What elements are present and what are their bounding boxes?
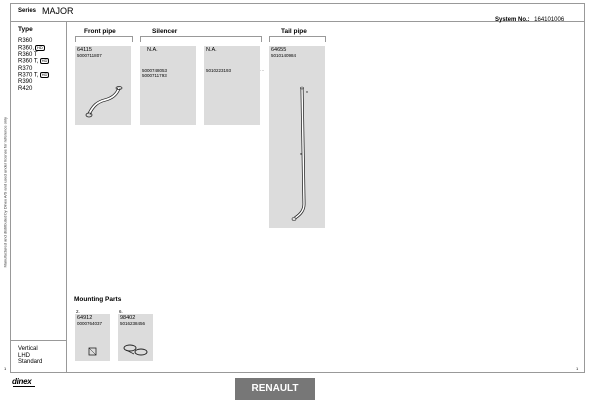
type-item: R370	[18, 65, 33, 72]
tail-pipe-drawing	[279, 84, 319, 224]
clamp-drawing	[87, 346, 99, 358]
part-ref: 5000711793	[142, 73, 167, 78]
type-item: R360	[18, 38, 33, 44]
type-list	[18, 38, 49, 92]
silencer-heading: Silencer	[152, 28, 178, 35]
spec-item: Standard	[18, 359, 43, 365]
spec-list	[18, 346, 42, 366]
page-mark-right: 1	[576, 366, 579, 371]
part-card-silencer-1[interactable]	[140, 46, 196, 125]
part-number: 64115	[77, 47, 92, 53]
type-item: R360, HD	[18, 44, 43, 52]
front-pipe-bracket	[75, 36, 133, 42]
dinex-logo: dinex	[12, 377, 32, 386]
tail-pipe-bracket	[269, 36, 326, 42]
part-number: N.A.	[147, 47, 158, 53]
spec-divider	[10, 340, 67, 341]
mounting-heading: Mounting Parts	[74, 296, 122, 303]
bracket-drawing	[122, 342, 150, 358]
front-pipe-heading: Front pipe	[84, 28, 116, 35]
hd-badge: HD	[41, 72, 48, 78]
connector-dots: …	[260, 67, 265, 72]
type-item: R370 T, HD	[18, 72, 48, 79]
front-pipe-drawing	[83, 84, 123, 120]
spec-item: Vertical	[18, 346, 38, 352]
type-item: R390	[18, 79, 33, 86]
brand-tag: RENAULT	[235, 378, 315, 400]
part-number: 64655	[271, 47, 287, 53]
spec-item: LHD	[18, 352, 31, 359]
side-disclaimer: Manufactured and distributed by Dinex A/S and used under license for reference only	[2, 116, 8, 268]
type-heading: Type	[18, 26, 33, 33]
series-value: MAJOR	[42, 6, 74, 16]
mount-card-2[interactable]	[118, 314, 153, 361]
mount-number: 64912	[77, 315, 93, 321]
series-label: Series	[18, 8, 37, 14]
system-value: 164101006	[534, 17, 565, 23]
part-ref: 5000748053	[142, 68, 168, 73]
mount-card-1[interactable]	[75, 314, 110, 361]
system-label: System No.:	[495, 17, 530, 23]
mount-ref: 5016238456	[120, 321, 146, 326]
mount-qty: 2.	[76, 309, 80, 314]
part-number: N.A.	[206, 47, 217, 53]
part-ref: 5010223193	[206, 68, 232, 73]
hd-badge: HD	[37, 44, 43, 50]
type-panel-divider	[66, 21, 67, 372]
mount-number: 98402	[120, 315, 136, 321]
system-number	[495, 8, 564, 26]
silencer-bracket	[140, 36, 262, 42]
part-ref: 5000711807	[77, 53, 102, 58]
logo-underline	[13, 386, 35, 387]
tail-pipe-heading: Tail pipe	[281, 28, 307, 35]
part-ref: 5010140984	[271, 53, 297, 58]
type-item: R360 T	[18, 51, 38, 58]
mount-qty: 6.	[119, 309, 123, 314]
type-item: R420	[18, 85, 33, 92]
page-mark-left: 1	[4, 366, 7, 371]
part-card-silencer-2[interactable]	[204, 46, 260, 125]
part-card-tail-pipe[interactable]	[269, 46, 325, 228]
type-item: R360 T, HD	[18, 58, 48, 65]
mount-ref: 0000764037	[77, 321, 103, 326]
hd-badge: HD	[41, 58, 48, 64]
part-card-front-pipe[interactable]	[75, 46, 131, 125]
